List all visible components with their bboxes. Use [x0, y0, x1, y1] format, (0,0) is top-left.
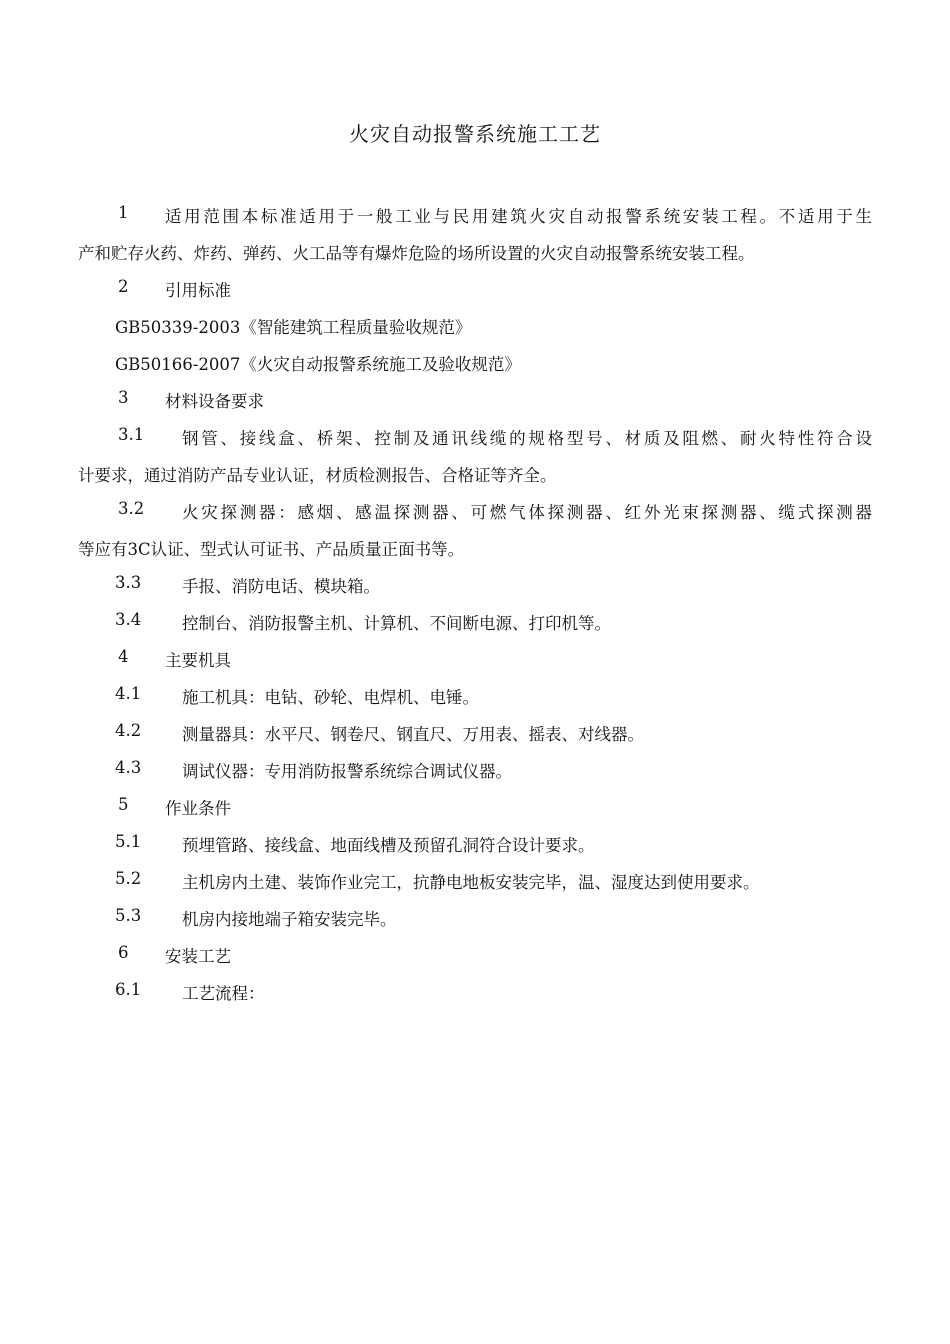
section-4-3-number: 4.3: [115, 758, 142, 777]
section-1-text-line2: 产和贮存火药、炸药、弹药、火工品等有爆炸危险的场所设置的火灾自动报警系统安装工程。: [78, 244, 755, 263]
section-4-2-number: 4.2: [115, 721, 142, 740]
section-5-3-text: 机房内接地端子箱安装完毕。: [182, 910, 397, 929]
section-3-1-text-line2: 计要求，通过消防产品专业认证，材质检测报告、合格证等齐全。: [78, 466, 557, 485]
reference-standard-1: GB50339-2003《智能建筑工程质量验收规范》: [115, 318, 472, 337]
section-1-text-line1: 适用范围本标准适用于一般工业与民用建筑火灾自动报警系统安装工程。不适用于生: [165, 207, 872, 226]
section-3-3-number: 3.3: [115, 573, 142, 592]
section-6-1-text: 工艺流程：: [182, 984, 265, 1003]
section-5-3-number: 5.3: [115, 906, 142, 925]
section-5-1-number: 5.1: [115, 832, 142, 851]
reference-standard-2: GB50166-2007《火灾自动报警系统施工及验收规范》: [115, 355, 521, 374]
section-3-3-text: 手报、消防电话、模块箱。: [182, 577, 380, 596]
section-4-number: 4: [118, 647, 129, 666]
section-6-number: 6: [118, 943, 129, 962]
section-1-number: 1: [118, 203, 129, 222]
section-4-3-text: 调试仪器：专用消防报警系统综合调试仪器。: [182, 762, 512, 781]
section-3-4-number: 3.4: [115, 610, 142, 629]
section-3-2-text-line1: 火灾探测器：感烟、感温探测器、可燃气体探测器、红外光束探测器、缆式探测器: [182, 503, 872, 522]
section-5-heading: 作业条件: [165, 799, 231, 818]
section-5-2-number: 5.2: [115, 869, 142, 888]
section-4-heading: 主要机具: [165, 651, 231, 670]
section-5-2-text: 主机房内土建、装饰作业完工，抗静电地板安装完毕，温、湿度达到使用要求。: [182, 873, 760, 892]
section-2-heading: 引用标准: [165, 281, 231, 300]
section-4-2-text: 测量器具：水平尺、钢卷尺、钢直尺、万用表、摇表、对线器。: [182, 725, 644, 744]
section-4-1-text: 施工机具：电钻、砂轮、电焊机、电锤。: [182, 688, 479, 707]
section-3-2-number: 3.2: [118, 499, 145, 518]
section-2-number: 2: [118, 277, 129, 296]
section-3-heading: 材料设备要求: [165, 392, 264, 411]
section-3-2-text-line2: 等应有3C认证、型式认可证书、产品质量正面书等。: [78, 540, 465, 559]
section-3-1-number: 3.1: [118, 425, 145, 444]
section-3-number: 3: [118, 388, 129, 407]
section-3-4-text: 控制台、消防报警主机、计算机、不间断电源、打印机等。: [182, 614, 611, 633]
document-title: 火灾自动报警系统施工工艺: [349, 122, 601, 146]
section-5-1-text: 预埋管路、接线盒、地面线槽及预留孔洞符合设计要求。: [182, 836, 595, 855]
section-5-number: 5: [118, 795, 129, 814]
section-6-1-number: 6.1: [115, 980, 142, 999]
section-3-1-text-line1: 钢管、接线盒、桥架、控制及通讯线缆的规格型号、材质及阻燃、耐火特性符合设: [182, 429, 872, 448]
section-4-1-number: 4.1: [115, 684, 142, 703]
section-6-heading: 安装工艺: [165, 947, 231, 966]
